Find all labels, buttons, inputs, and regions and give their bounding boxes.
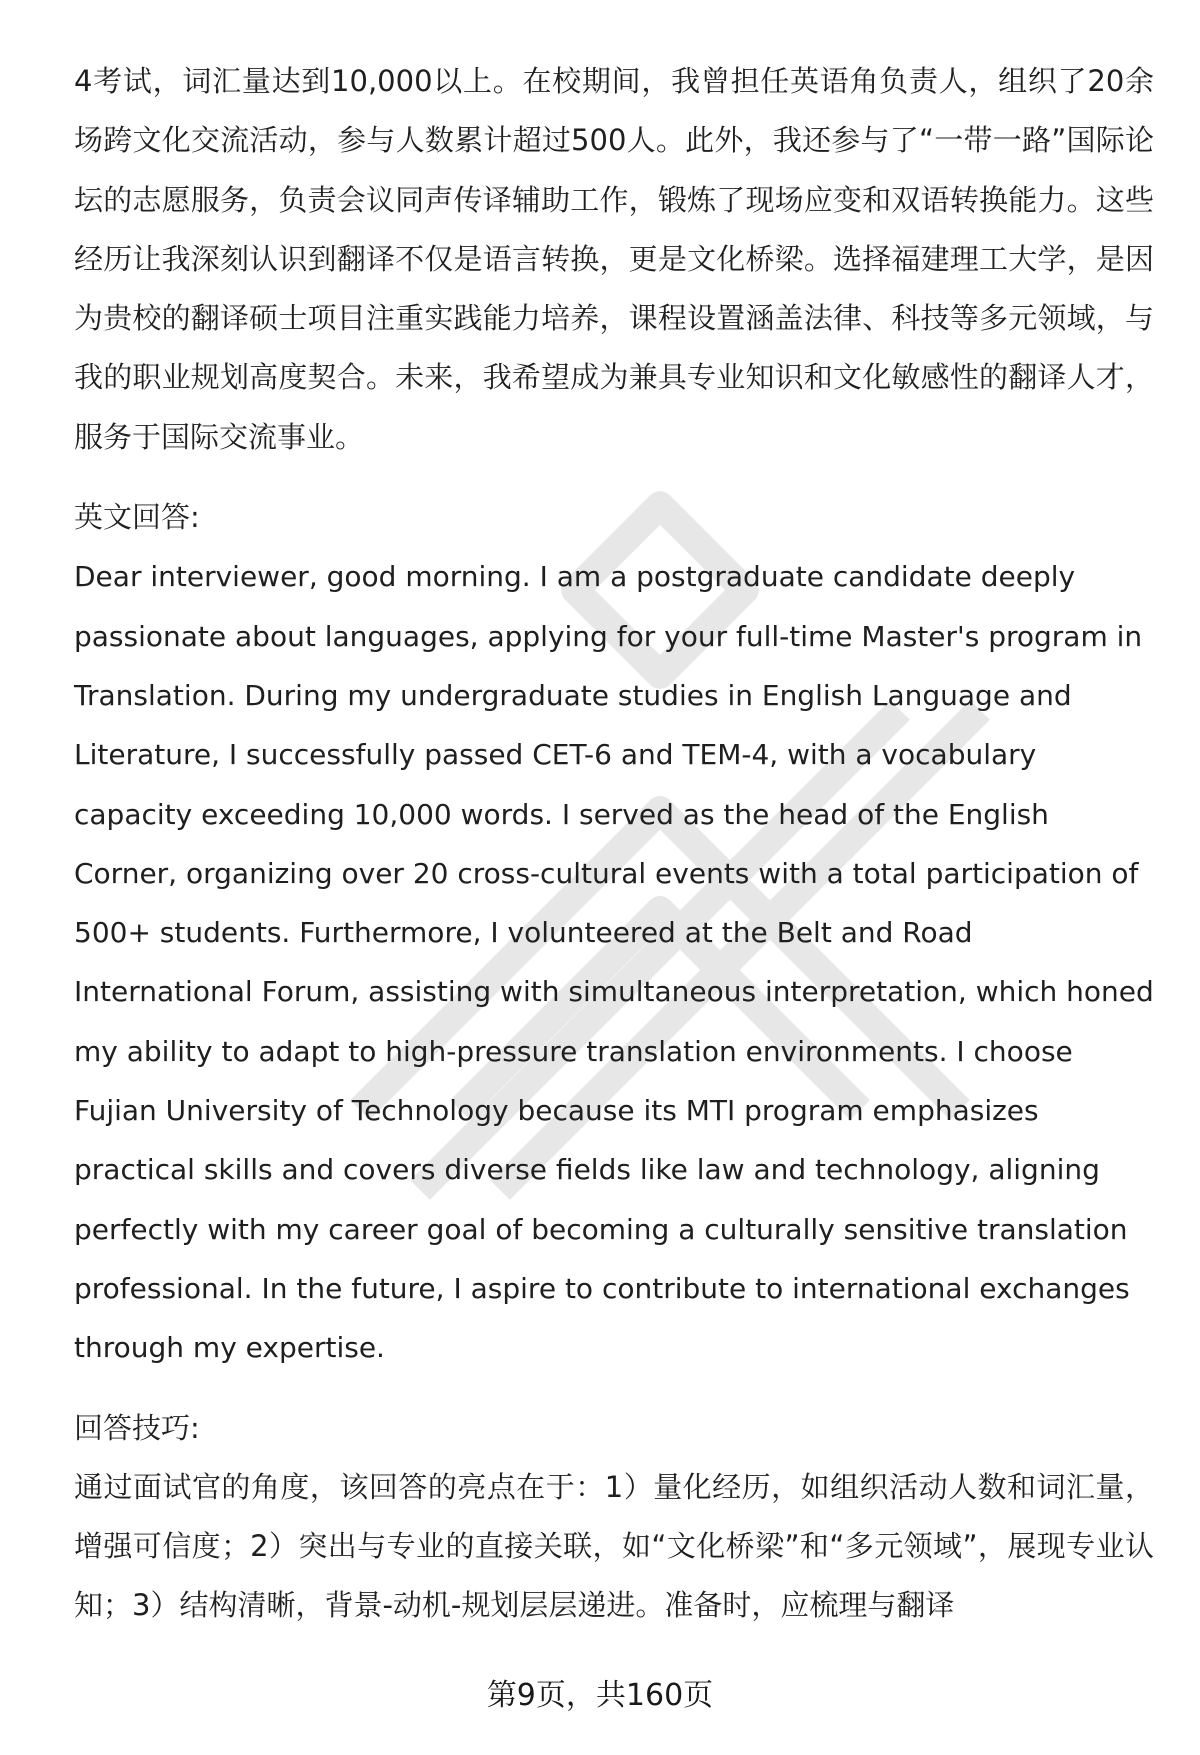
spacer bbox=[74, 1378, 1154, 1399]
english-answer-heading: 英文回答: bbox=[74, 500, 200, 535]
answer-tips-paragraph: 通过面试官的角度，该回答的亮点在于：1）量化经历，如组织活动人数和词汇量，增强可信度；2）突出与专业的直接关联，如“文化桥梁”和“多元领域”，展现专业认知；3）结构清晰，背景-动机-规划层层递进。准备时，应梳理与翻译 bbox=[74, 1469, 1154, 1623]
intro-paragraph: 4考试，词汇量达到10,000以上。在校期间，我曾担任英语角负责人，组织了20余场跨文化交流活动，参与人数累计超过500人。此外，我还参与了“一带一路”国际论坛的志愿服务，负责会议同声传译辅助工作，锻炼了现场应变和双语转换能力。这些经历让我深刻认识到翻译不仅是语言转换，更是文化桥梁。选择福建理工大学，是因为贵校的翻译硕士项目注重实践能力培养，课程设置涵盖法律、科技等多元领域，与我的职业规划高度契合。未来，我希望成为兼具专业知识和文化敏感性的翻译人才，服务于国际交流事业。 bbox=[74, 64, 1154, 454]
page-number: 第9页，共160页 bbox=[486, 1678, 714, 1713]
spacer bbox=[74, 467, 1154, 488]
document-body bbox=[74, 52, 1154, 1636]
english-answer-paragraph: Dear interviewer, good morning. I am a postgraduate candidate deeply passionate about languages, applying for your full-time Master's program in Translation. During my undergraduate studies in English Language and Literature, I successfully passed CET-6 and TEM-4, with a vocabulary capacity exceeding 10,000 words. I served as the head of the English Corner, organizing over 20 cross-cultural events with a total participation of 500+ students. Furthermore, I volunteered at the Belt and Road International Forum, assisting with simultaneous interpretation, which honed my ability to adapt to high-pressure translation environments. I choose Fujian University of Technology because its MTI program emphasizes practical skills and covers diverse fields like law and technology, aligning perfectly with my career goal of becoming a culturally sensitive translation professional. In the future, I aspire to contribute to international exchanges through my expertise. bbox=[74, 560, 1154, 1365]
answer-tips-heading: 回答技巧: bbox=[74, 1410, 200, 1445]
